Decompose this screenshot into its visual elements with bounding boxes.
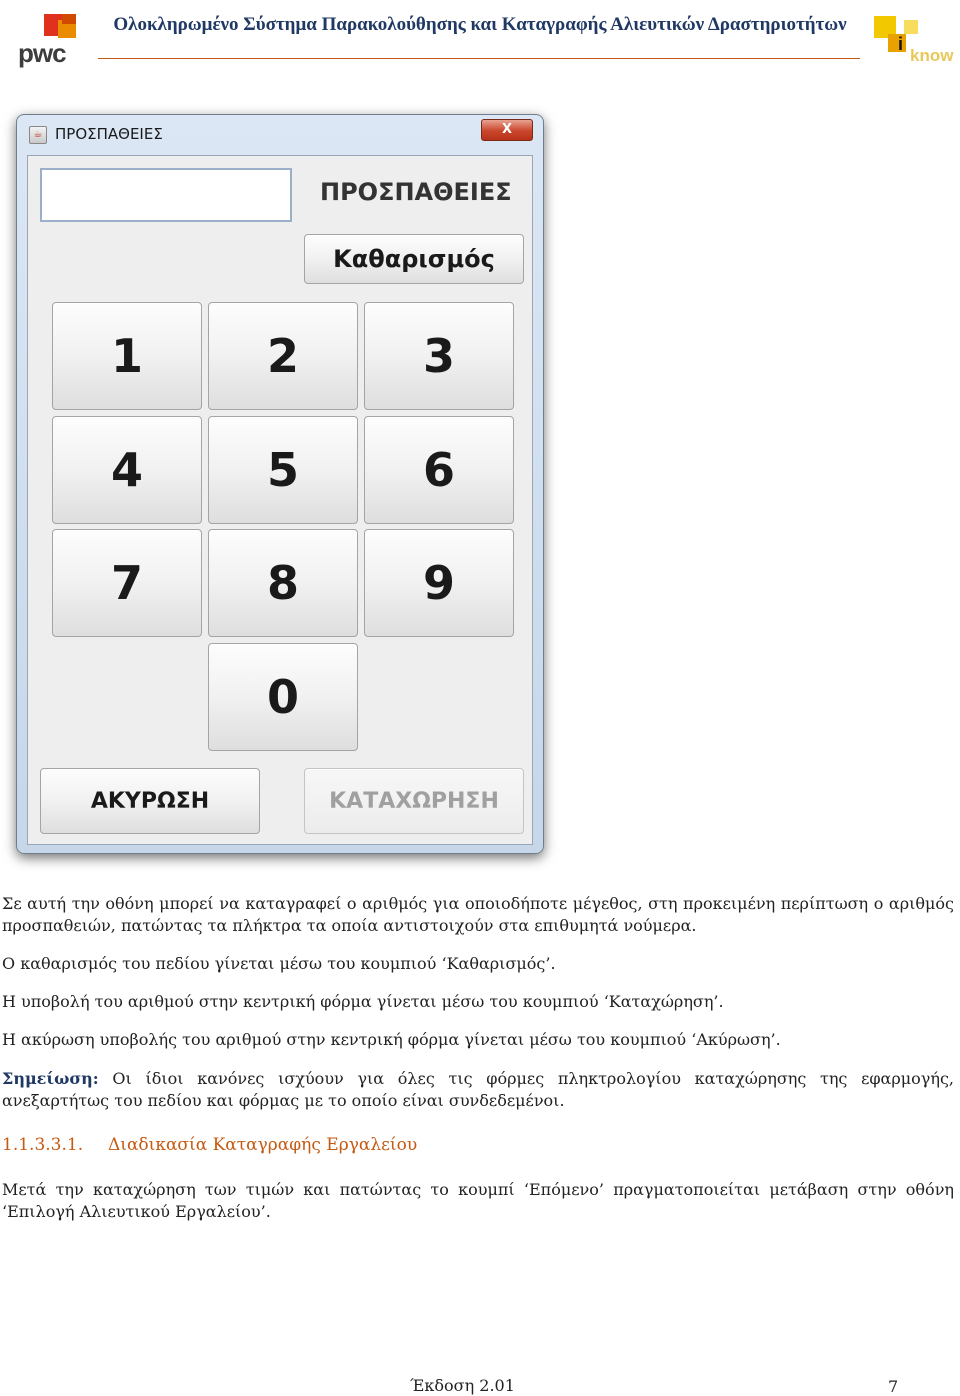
page-number: 7: [888, 1377, 899, 1396]
footer-version: Έκδοση 2.01: [410, 1376, 515, 1395]
key-8-button[interactable]: 8: [208, 529, 358, 637]
key-2-button[interactable]: 2: [208, 302, 358, 410]
note-label: Σημείωση:: [2, 1069, 99, 1088]
paragraph-next-step: Μετά την καταχώρηση των τιμών και πατώντας το κουμπί ‘Επόμενο’ πραγματοποιείται μετάβαση στην οθόνη ‘Επιλογή Αλιευτικού Εργαλείου’.: [2, 1180, 954, 1221]
key-6-button[interactable]: 6: [364, 416, 514, 524]
window-client-area: [27, 155, 533, 845]
key-0-button[interactable]: 0: [208, 643, 358, 751]
key-9-button[interactable]: 9: [364, 529, 514, 637]
window-title: ΠΡΟΣΠΑΘΕΙΕΣ: [55, 125, 163, 143]
keypad-window: [16, 114, 544, 854]
key-4-button[interactable]: 4: [52, 416, 202, 524]
close-button[interactable]: X: [481, 119, 533, 141]
iknow-logo: i know: [874, 16, 944, 64]
cancel-button[interactable]: ΑΚΥΡΩΣΗ: [40, 768, 260, 834]
document-title: Ολοκληρωμένο Σύστημα Παρακολούθησης και Καταγραφής Αλιευτικών Δραστηριοτήτων: [113, 14, 847, 35]
paragraph-submit: Η υποβολή του αριθμού στην κεντρική φόρμα γίνεται μέσω του κουμπιού ‘Καταχώρηση’.: [2, 992, 724, 1011]
key-7-button[interactable]: 7: [52, 529, 202, 637]
section-title: Διαδικασία Καταγραφής Εργαλείου: [108, 1135, 418, 1155]
submit-button[interactable]: ΚΑΤΑΧΩΡΗΣΗ: [304, 768, 524, 834]
note-text: Οι ίδιοι κανόνες ισχύουν για όλες τις φόρμες πληκτρολογίου καταχώρησης της εφαρμογής, ανεξαρτήτως του πεδίου και φόρμας με το οποίο είναι συνδεδεμένοι.: [2, 1069, 954, 1110]
number-input[interactable]: [40, 168, 292, 222]
pwc-logo: [18, 14, 88, 66]
key-5-button[interactable]: 5: [208, 416, 358, 524]
screen-label: ΠΡΟΣΠΑΘΕΙΕΣ: [320, 178, 512, 206]
paragraph-cancel: Η ακύρωση υποβολής του αριθμού στην κεντρική φόρμα γίνεται μέσω του κουμπιού ‘Ακύρωση’.: [2, 1030, 781, 1049]
header-divider: [98, 58, 860, 59]
clear-button[interactable]: Καθαρισμός: [304, 234, 524, 284]
app-icon: ☕: [29, 126, 47, 144]
key-1-button[interactable]: 1: [52, 302, 202, 410]
paragraph-clear: Ο καθαρισμός του πεδίου γίνεται μέσω του κουμπιού ‘Καθαρισμός’.: [2, 954, 556, 973]
pwc-logo-text: pwc: [18, 38, 66, 68]
section-number: 1.1.3.3.1.: [2, 1135, 84, 1155]
paragraph-description: Σε αυτή την οθόνη μπορεί να καταγραφεί ο αριθμός για οποιοδήποτε μέγεθος, στη προκειμένη περίπτωση ο αριθμός προσπαθειών, πατώντας τα πλήκτρα τα οποία αντιστοιχούν στα επιθυμητά νούμερα.: [2, 894, 954, 935]
section-heading: [2, 1135, 417, 1155]
key-3-button[interactable]: 3: [364, 302, 514, 410]
note-paragraph: [2, 1068, 954, 1112]
